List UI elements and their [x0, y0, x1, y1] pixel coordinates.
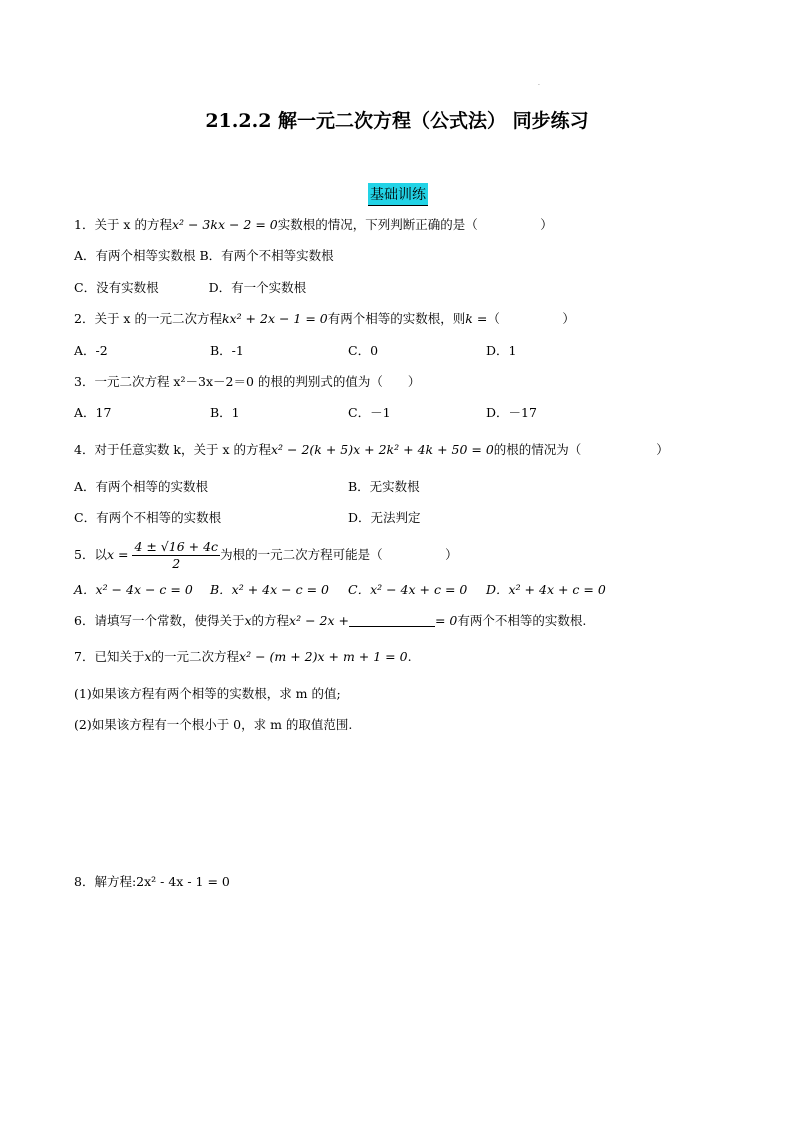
- q4-option-d: D．无法判定: [348, 510, 421, 525]
- q1-options-cd: C．没有实数根 D．有一个实数根: [74, 280, 307, 295]
- question-2: 2．关于 x 的一元二次方程kx² + 2x − 1 = 0有两个相等的实数根，则k =（ ）: [74, 311, 575, 326]
- question-6: 6．请填写一个常数，使得关于x的方程x² − 2x + = 0有两个不相等的实数根.: [74, 613, 587, 628]
- q5-option-a: A．x² − 4x − c = 0: [74, 582, 193, 597]
- page-dot: .: [538, 80, 540, 87]
- q3-option-b: B．1: [210, 405, 240, 420]
- question-5: 5．以x = $\frac{4 \pm √16 + 4c}{2}$ 为根的一元二次方程可能是（ ）: [74, 539, 458, 571]
- q5-option-d: D．x² + 4x + c = 0: [486, 582, 606, 597]
- question-7: 7．已知关于x的一元二次方程x² − (m + 2)x + m + 1 = 0.: [74, 649, 412, 664]
- q5-option-b: B．x² + 4x − c = 0: [210, 582, 329, 597]
- q7-equation: x² − (m + 2)x + m + 1 = 0: [239, 649, 408, 664]
- q2-equation: kx² + 2x − 1 = 0: [221, 311, 328, 326]
- question-3: 3．一元二次方程 x²－3x－2＝0 的根的判别式的值为（ ）: [74, 374, 421, 389]
- question-1: 1．关于 x 的方程x² − 3kx − 2 = 0实数根的情况，下列判断正确的是（ ）: [74, 217, 553, 232]
- q3-option-a: A．17: [74, 405, 112, 420]
- q4-option-b: B．无实数根: [348, 479, 420, 494]
- page-title: 21.2.2 解一元二次方程（公式法） 同步练习: [205, 110, 589, 132]
- q3-option-c: C．－1: [348, 405, 391, 420]
- q7-part-1: (1)如果该方程有两个相等的实数根，求 m 的值;: [74, 686, 341, 701]
- q2-option-d: D．1: [486, 343, 517, 358]
- section-heading: 基础训练: [368, 183, 428, 206]
- q4-option-a: A．有两个相等的实数根: [74, 479, 209, 494]
- q1-options-ab: A．有两个相等实数根 B．有两个不相等实数根: [74, 248, 334, 263]
- question-8: 8．解方程:2x² - 4x - 1 = 0: [74, 874, 230, 889]
- q5-fraction: $\frac{4 \pm √16 + 4c}{2}$: [134, 539, 219, 571]
- q4-equation: x² − 2(k + 5)x + 2k² + 4k + 50 = 0: [271, 442, 494, 457]
- q4-option-c: C．有两个不相等的实数根: [74, 510, 222, 525]
- q3-option-d: D．－17: [486, 405, 537, 420]
- q2-option-c: C．0: [348, 343, 379, 358]
- q2-option-b: B．-1: [210, 343, 244, 358]
- q5-option-c: C．x² − 4x + c = 0: [348, 582, 468, 597]
- q2-option-a: A．-2: [74, 343, 108, 358]
- q6-equation: x² − 2x +: [289, 613, 349, 628]
- question-4: 4．对于任意实数 k，关于 x 的方程x² − 2(k + 5)x + 2k² + 4k + 50 = 0的根的情况为（ ）: [74, 442, 669, 457]
- q7-part-2: (2)如果该方程有一个根小于 0，求 m 的取值范围.: [74, 717, 353, 732]
- q1-equation: x² − 3kx − 2 = 0: [171, 217, 278, 232]
- q6-answer-blank[interactable]: [349, 614, 435, 627]
